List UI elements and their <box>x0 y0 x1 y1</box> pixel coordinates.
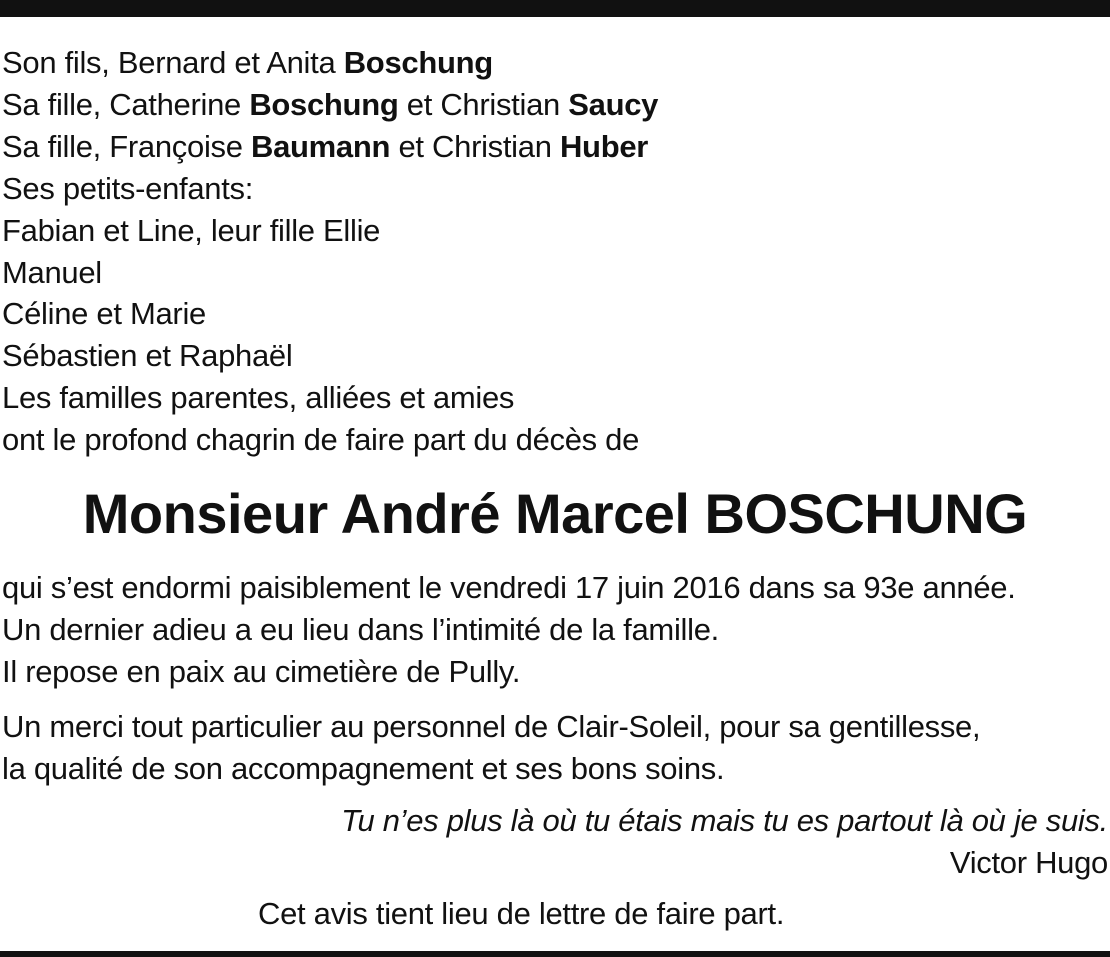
thanks-line: la qualité de son accompagnement et ses bons soins. <box>2 750 725 786</box>
family-surname: Huber <box>559 128 649 164</box>
family-surname: Boschung <box>343 45 493 80</box>
family-line-text: Sa fille, Catherine <box>2 86 250 122</box>
bottom-rule <box>0 951 1110 957</box>
details-block <box>2 567 1108 693</box>
family-surname: Baumann <box>251 128 391 164</box>
thanks-block <box>2 706 1108 790</box>
family-line-daughter-1 <box>2 84 1108 126</box>
deceased-name: Monsieur André Marcel BOSCHUNG <box>82 482 1028 545</box>
grandchild-line: Céline et Marie <box>2 296 206 332</box>
grandchild-line: Sébastien et Raphaël <box>2 338 293 374</box>
grandchild-line: Manuel <box>2 254 102 290</box>
family-line-son <box>2 42 1108 84</box>
relatives-line: Les familles parentes, alliées et amies <box>2 380 515 416</box>
family-surname: Boschung <box>249 86 399 122</box>
details-line: qui s’est endormi paisiblement le vendredi 17 juin 2016 dans sa 93e année. <box>2 570 1016 605</box>
details-line: Il repose en paix au cimetière de Pully. <box>2 653 521 689</box>
family-line-text: et Christian <box>390 128 560 164</box>
closing-note: Cet avis tient lieu de lettre de faire part. <box>258 896 785 931</box>
family-line-text: Son fils, Bernard et Anita <box>2 45 344 80</box>
thanks-line: Un merci tout particulier au personnel de Clair-Soleil, pour sa gentillesse, <box>2 709 981 744</box>
family-line-text: Sa fille, Françoise <box>2 128 251 164</box>
family-surname: Saucy <box>568 86 659 122</box>
family-line-daughter-2 <box>2 126 1108 168</box>
top-rule <box>0 0 1110 17</box>
family-line-text: et Christian <box>398 86 569 122</box>
grandchildren-heading: Ses petits-enfants: <box>2 170 254 206</box>
quote-text: Tu n’es plus là où tu étais mais tu es partout là où je suis. <box>341 803 1108 838</box>
grandchild-line: Fabian et Line, leur fille Ellie <box>2 212 381 248</box>
announcement-line: ont le profond chagrin de faire part du décès de <box>2 422 640 458</box>
details-line: Un dernier adieu a eu lieu dans l’intimité de la famille. <box>2 611 719 647</box>
quote-author: Victor Hugo <box>949 845 1108 880</box>
family-list <box>2 42 1108 461</box>
